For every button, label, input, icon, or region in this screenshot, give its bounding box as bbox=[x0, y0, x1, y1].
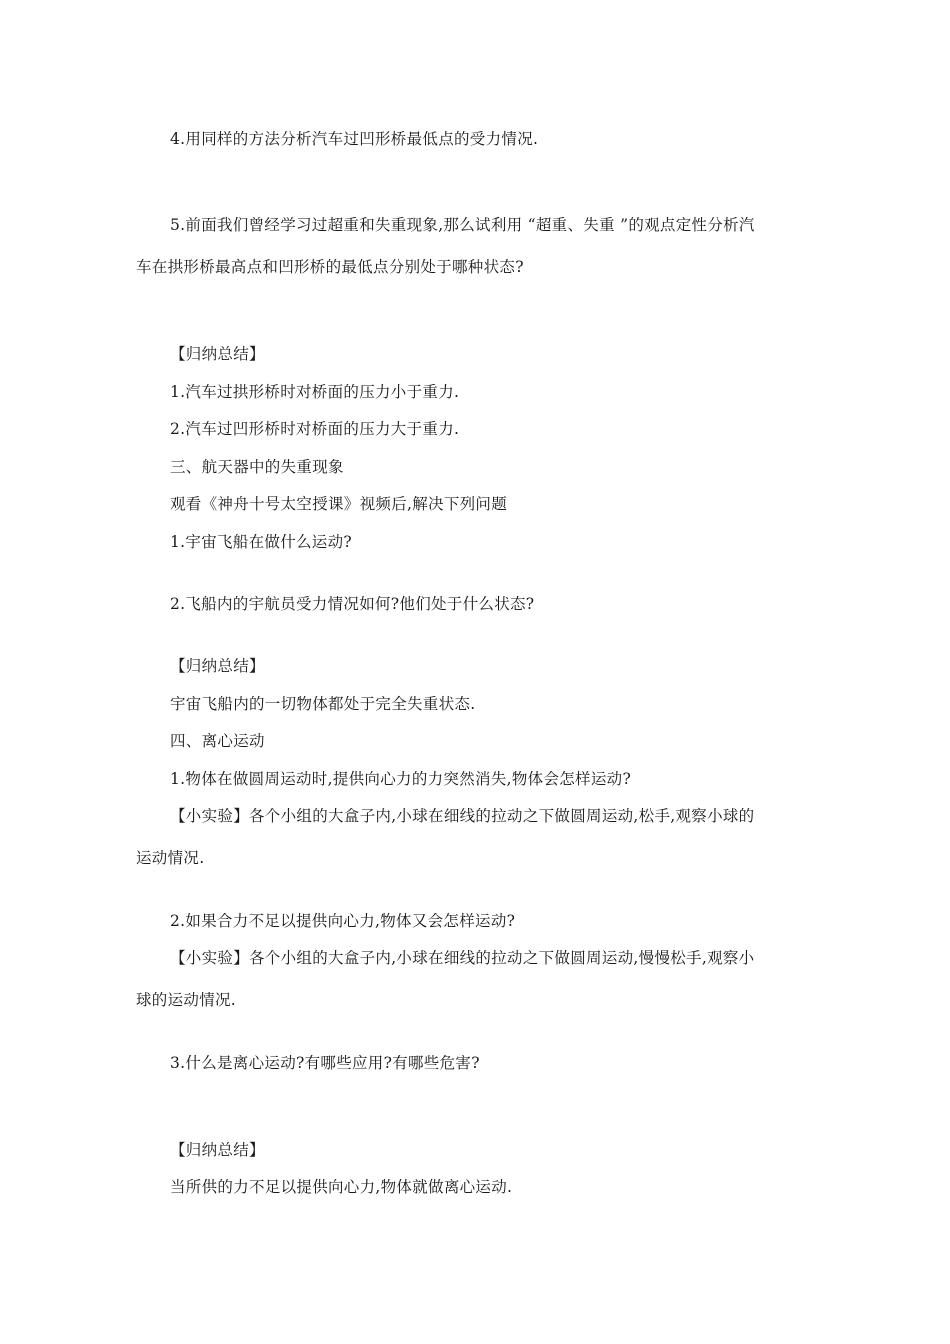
summary-1-item-1: 1.汽车过拱形桥时对桥面的压力小于重力. bbox=[170, 383, 460, 401]
summary-3-text: 当所供的力不足以提供向心力,物体就做离心运动. bbox=[170, 1178, 513, 1196]
experiment-1-line1: 【小实验】各个小组的大盒子内,小球在细线的拉动之下做圆周运动,松手,观察小球的 bbox=[170, 807, 755, 825]
summary-1-item-2: 2.汽车过凹形桥时对桥面的压力大于重力. bbox=[170, 420, 460, 438]
section-3-title: 三、航天器中的失重现象 bbox=[170, 458, 344, 476]
summary-heading-3: 【归纳总结】 bbox=[170, 1141, 265, 1159]
summary-heading-2: 【归纳总结】 bbox=[170, 657, 265, 675]
section-3-question-1: 1.宇宙飞船在做什么运动? bbox=[170, 533, 352, 551]
section-3-question-2: 2.飞船内的宇航员受力情况如何?他们处于什么状态? bbox=[170, 595, 535, 613]
experiment-2-line1: 【小实验】各个小组的大盒子内,小球在细线的拉动之下做圆周运动,慢慢松手,观察小 bbox=[170, 949, 755, 967]
section-3-intro: 观看《神舟十号太空授课》视频后,解决下列问题 bbox=[170, 495, 508, 513]
question-5-line1: 5.前面我们曾经学习过超重和失重现象,那么试利用 “超重、失重 ”的观点定性分析汽 bbox=[170, 216, 755, 234]
section-4-question-1: 1.物体在做圆周运动时,提供向心力的力突然消失,物体会怎样运动? bbox=[170, 770, 632, 788]
summary-2-text: 宇宙飞船内的一切物体都处于完全失重状态. bbox=[170, 695, 476, 713]
section-4-question-3: 3.什么是离心运动?有哪些应用?有哪些危害? bbox=[170, 1054, 480, 1072]
summary-heading-1: 【归纳总结】 bbox=[170, 345, 265, 363]
section-4-question-2: 2.如果合力不足以提供向心力,物体又会怎样运动? bbox=[170, 912, 516, 930]
experiment-2-line2: 球的运动情况. bbox=[136, 991, 237, 1009]
section-4-title: 四、离心运动 bbox=[170, 732, 265, 750]
question-4: 4.用同样的方法分析汽车过凹形桥最低点的受力情况. bbox=[170, 130, 539, 148]
experiment-1-line2: 运动情况. bbox=[136, 849, 205, 867]
question-5-line2: 车在拱形桥最高点和凹形桥的最低点分别处于哪种状态? bbox=[136, 258, 524, 276]
